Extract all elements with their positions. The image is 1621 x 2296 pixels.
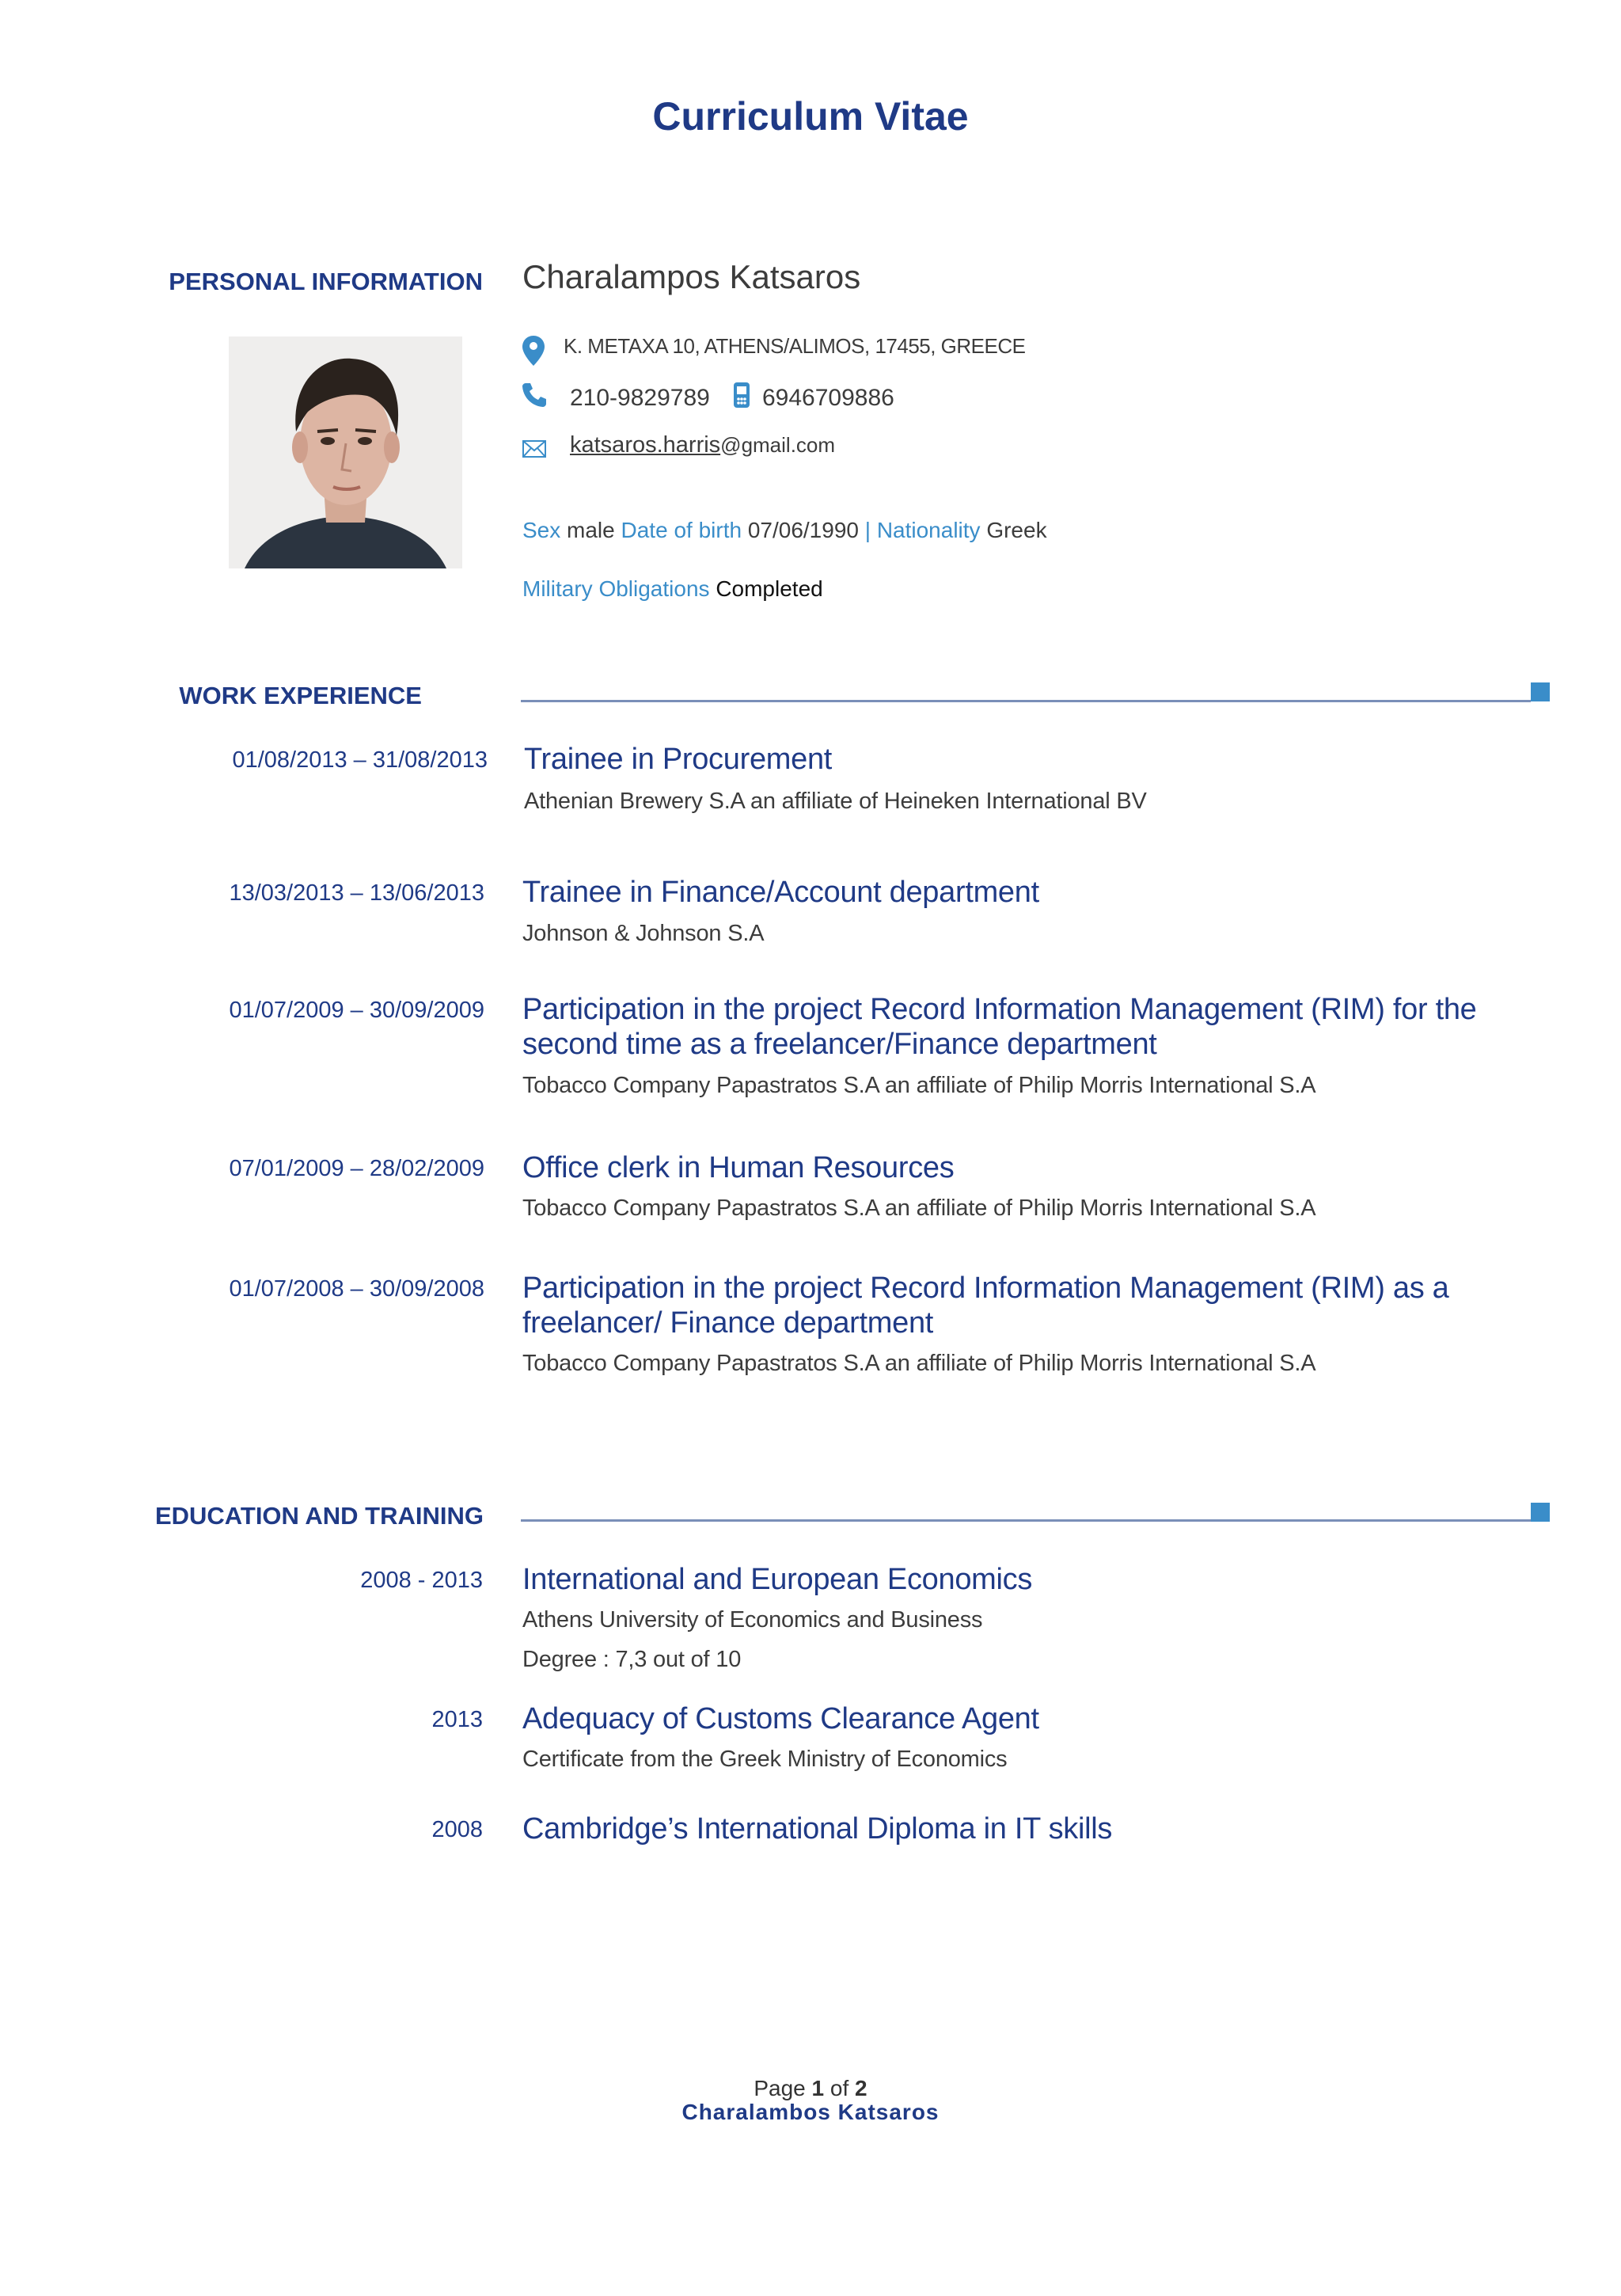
page-prefix: Page: [754, 2076, 806, 2100]
work-dates: 01/08/2013 – 31/08/2013: [232, 747, 488, 773]
full-name: Charalampos Katsaros: [522, 258, 861, 295]
envelope-icon: [522, 440, 546, 458]
page-total: 2: [855, 2076, 867, 2100]
military-line: [522, 576, 823, 602]
mobile-phone-icon: [733, 382, 750, 409]
demographics-line: [522, 518, 1047, 543]
mobile-number[interactable]: 6946709886: [762, 385, 894, 411]
document-title: Curriculum Vitae: [652, 94, 969, 139]
education-title: Adequacy of Customs Clearance Agent: [522, 1702, 1039, 1735]
work-organization: Tobacco Company Papastratos S.A an affiliate of Philip Morris International S.A: [522, 1196, 1316, 1221]
page-indicator: [0, 2076, 1621, 2101]
section-marker: [1531, 682, 1550, 701]
email-user-link[interactable]: katsaros.harris: [570, 432, 721, 458]
phone-number[interactable]: 210-9829789: [570, 385, 710, 411]
military-value: Completed: [716, 576, 823, 601]
education-title: Cambridge’s International Diploma in IT skills: [522, 1812, 1113, 1846]
education-dates: 2013: [431, 1707, 483, 1732]
email-domain: @gmail.com: [720, 433, 836, 457]
education-title: International and European Economics: [522, 1563, 1033, 1596]
separator: |: [864, 518, 871, 542]
sex-value: male: [567, 518, 615, 542]
work-dates: 01/07/2009 – 30/09/2009: [229, 998, 484, 1023]
dob-label: Date of birth: [621, 518, 742, 542]
nationality-label: Nationality: [876, 518, 981, 542]
sex-label: Sex: [522, 518, 561, 542]
work-organization: Athenian Brewery S.A an affiliate of Heineken International BV: [524, 789, 1147, 814]
work-title: Participation in the project Record Information Management (RIM) as a freelancer/ Finance department: [522, 1272, 1449, 1340]
location-pin-icon: [522, 336, 545, 366]
personal-information-heading: PERSONAL INFORMATION: [169, 268, 483, 295]
work-title: Trainee in Finance/Account department: [522, 876, 1039, 909]
work-organization: Tobacco Company Papastratos S.A an affiliate of Philip Morris International S.A: [522, 1073, 1316, 1098]
page-of: of: [829, 2076, 849, 2100]
phone-icon: [522, 382, 546, 407]
work-experience-heading: WORK EXPERIENCE: [179, 682, 422, 709]
work-dates: 01/07/2008 – 30/09/2008: [229, 1276, 484, 1302]
section-divider: [521, 1519, 1531, 1522]
profile-photo: [229, 336, 462, 568]
nationality-value: Greek: [986, 518, 1047, 542]
work-title: Trainee in Procurement: [524, 743, 833, 776]
work-dates: 07/01/2009 – 28/02/2009: [229, 1156, 484, 1181]
education-heading: EDUCATION AND TRAINING: [154, 1502, 484, 1530]
email[interactable]: [570, 432, 835, 458]
education-dates: 2008: [431, 1817, 483, 1842]
education-degree: Degree : 7,3 out of 10: [522, 1647, 742, 1672]
education-dates: 2008 - 2013: [360, 1568, 483, 1593]
work-organization: Tobacco Company Papastratos S.A an affiliate of Philip Morris International S.A: [522, 1351, 1316, 1376]
work-title: Participation in the project Record Information Management (RIM) for the second time as a freelancer/Finance department: [522, 993, 1477, 1061]
work-organization: Johnson & Johnson S.A: [522, 921, 765, 946]
address: K. METAXA 10, ATHENS/ALIMOS, 17455, GREECE: [564, 334, 1026, 358]
education-institution: Certificate from the Greek Ministry of Economics: [522, 1747, 1008, 1772]
section-marker: [1531, 1503, 1550, 1522]
dob-value: 07/06/1990: [747, 518, 859, 542]
education-institution: Athens University of Economics and Business: [522, 1607, 983, 1633]
section-divider: [521, 700, 1531, 702]
footer-name: Charalambos Katsaros: [681, 2100, 940, 2124]
military-label: Military Obligations: [522, 576, 710, 601]
page-number: 1: [811, 2076, 825, 2100]
work-title: Office clerk in Human Resources: [522, 1151, 955, 1184]
work-dates: 13/03/2013 – 13/06/2013: [229, 880, 484, 906]
